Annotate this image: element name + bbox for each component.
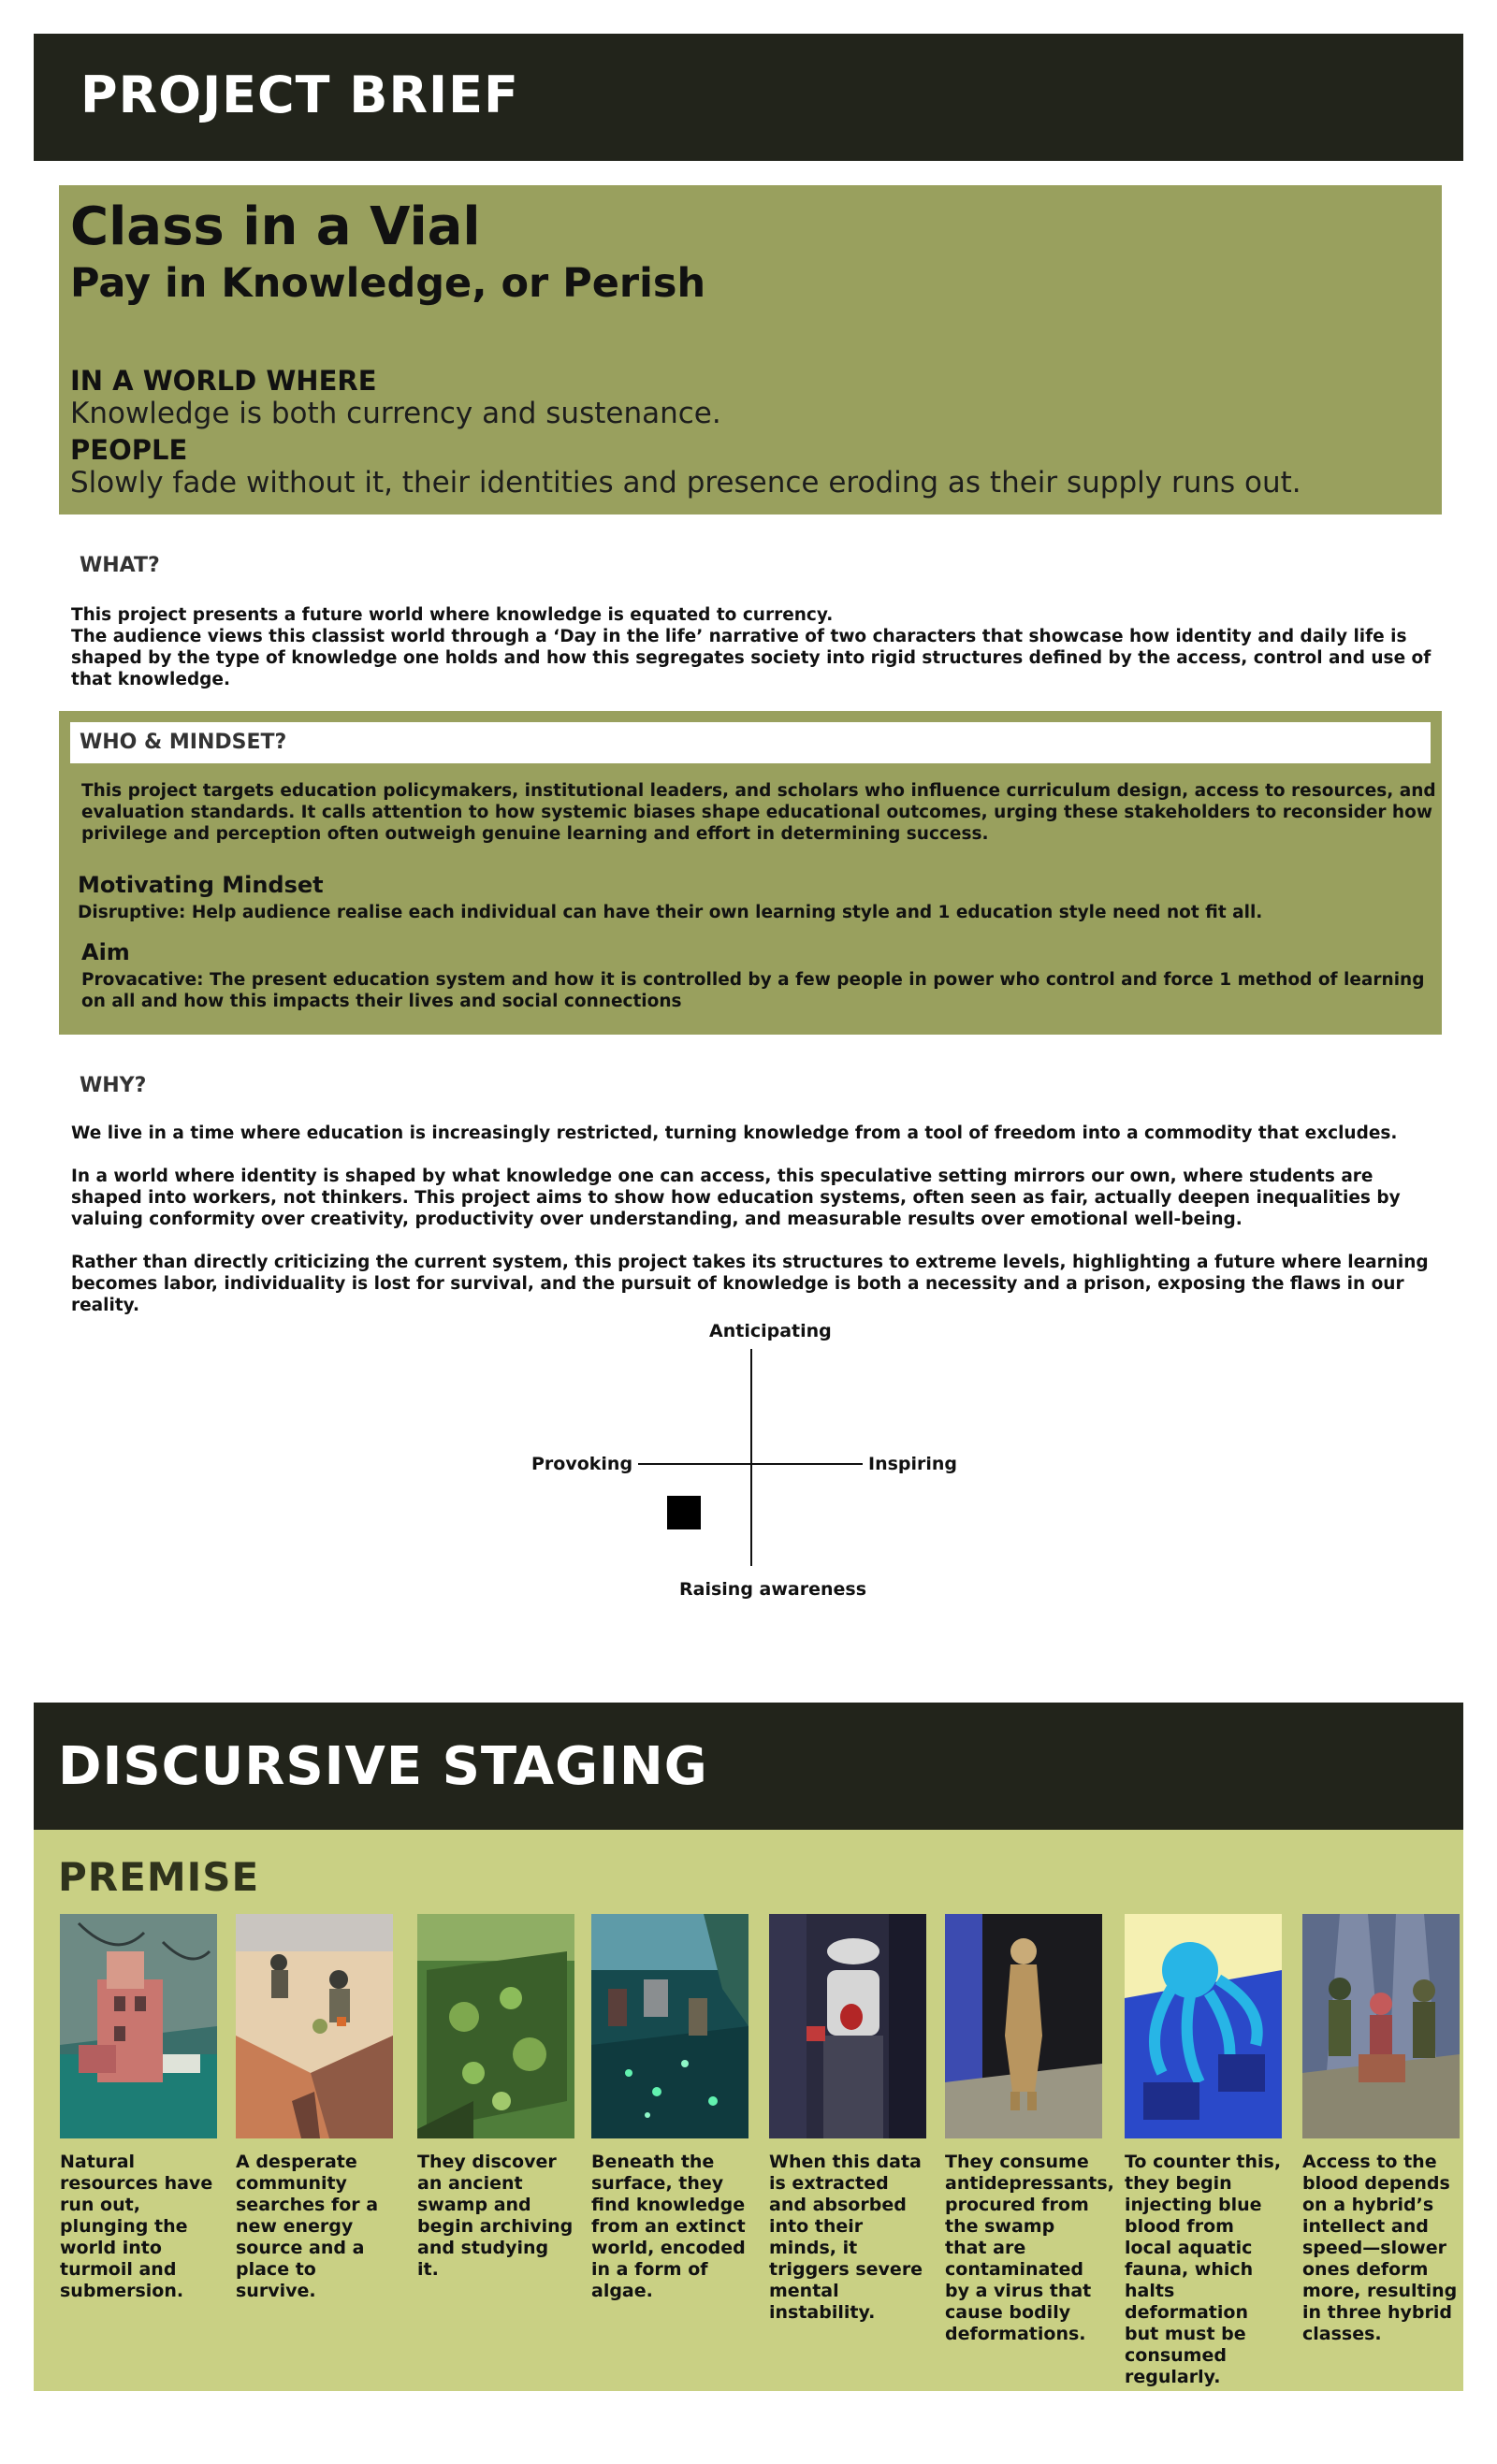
flooded-tower-illustration xyxy=(60,1914,217,2138)
premise-caption: Natural resources have run out, plunging the world into turmoil and submersion. xyxy=(60,2152,213,2301)
why-paragraph-1: We live in a time where education is increasingly restricted, turning knowledge from a tool of freedom into a commodity that excludes. xyxy=(71,1123,1398,1143)
premise-card xyxy=(945,1914,1114,2345)
green-swamp-illustration xyxy=(417,1914,574,2138)
who-mindset-block xyxy=(59,711,1442,1035)
who-text: This project targets education policymakers, institutional leaders, and scholars who influence curriculum design, access to resources, and evaluation standards. It calls attention to how systemic biases shape educational outcomes, urging these stakeholders to reconsider how privilege and perception often outweigh genuine learning and effort in determining success. xyxy=(81,781,1436,844)
project-title: Class in a Vial xyxy=(70,196,481,257)
why-paragraph-3: Rather than directly criticizing the current system, this project takes its structures to extreme levels, highlighting a future where learning becomes labor, individuality is lost for survival, and the pursuit of knowledge is both a necessity and a prison, exposing the flaws in our reality. xyxy=(71,1253,1429,1315)
premise-card xyxy=(591,1914,748,2302)
premise-card xyxy=(236,1914,393,2302)
premise-caption: They consume antidepressants, procured from the swamp that are contaminated by a virus that cause bodily deformations. xyxy=(945,2152,1114,2344)
premise-card xyxy=(1302,1914,1460,2345)
aim-heading: Aim xyxy=(81,939,130,965)
people-text: Slowly fade without it, their identities and presence eroding as their supply runs out. xyxy=(70,466,1301,500)
premise-caption: When this data is extracted and absorbed into their minds, it triggers severe mental instability. xyxy=(769,2152,923,2323)
why-heading: WHY? xyxy=(80,1074,147,1097)
who-heading: WHO & MINDSET? xyxy=(80,731,287,754)
mindset-text: Disruptive: Help audience realise each individual can have their own learning style and 1 education style need not fit all. xyxy=(78,903,1263,922)
world-text: Knowledge is both currency and sustenance. xyxy=(70,397,721,430)
screaming-figure-illustration xyxy=(769,1914,926,2138)
vertical-axis xyxy=(750,1349,752,1566)
discursive-staging-banner xyxy=(34,1703,1463,1830)
premise-caption: To counter this, they begin injecting blue blood from local aquatic fauna, which halts deformation but must be consumed regularly. xyxy=(1125,2152,1282,2387)
premise-caption: Beneath the surface, they find knowledge from an extinct world, encoded in a form of algae. xyxy=(591,2152,746,2301)
why-paragraph-2: In a world where identity is shaped by what knowledge one can access, this speculative setting mirrors our own, where students are shaped into workers, not thinkers. This project aims to show how education systems, often seen as fair, actually deepen inequalities by valuing conformity over creativity, productivity over understanding, and measurable results over emotional well-being. xyxy=(71,1167,1401,1229)
premise-card xyxy=(769,1914,926,2324)
glowing-algae-illustration xyxy=(591,1914,748,2138)
aim-text: Provacative: The present education system and how it is controlled by a few people in power who control and force 1 method of learning on all and how this impacts their lives and social connections xyxy=(81,970,1425,1011)
premise-caption: A desperate community searches for a new energy source and a place to survive. xyxy=(236,2152,379,2301)
blue-octopus-illustration xyxy=(1125,1914,1282,2138)
axis-label-right: Inspiring xyxy=(868,1454,958,1474)
what-line-2: The audience views this classist world through a ‘Day in the life’ narrative of two characters that showcase how identity and daily life is shaped by the type of knowledge one holds and how this segregates society into rigid structures defined by the access, control and use of that knowledge. xyxy=(71,627,1432,689)
desert-cliff-figures-illustration xyxy=(236,1914,393,2138)
premise-caption: They discover an ancient swamp and begin archiving and studying it. xyxy=(417,2152,574,2280)
premise-card xyxy=(1125,1914,1282,2388)
intent-spectrum-diagram xyxy=(505,1319,992,1609)
who-heading-bar xyxy=(70,722,1431,763)
axis-label-top: Anticipating xyxy=(709,1321,832,1341)
deformed-figure-illustration xyxy=(945,1914,1102,2138)
project-subtitle: Pay in Knowledge, or Perish xyxy=(70,260,706,307)
position-marker xyxy=(667,1496,701,1529)
title-block xyxy=(59,185,1442,515)
premise-title: PREMISE xyxy=(58,1854,260,1900)
world-heading: IN A WORLD WHERE xyxy=(70,365,377,397)
axis-label-bottom: Raising awareness xyxy=(679,1579,867,1600)
horizontal-axis xyxy=(638,1463,863,1465)
premise-caption: Access to the blood depends on a hybrid’s intellect and speed—slower ones deform more, resulting in three hybrid classes. xyxy=(1302,2152,1458,2344)
staging-title: DISCURSIVE STAGING xyxy=(58,1736,708,1797)
what-line-1: This project presents a future world where knowledge is equated to currency. xyxy=(71,605,834,625)
project-brief-banner xyxy=(34,34,1463,161)
mindset-heading: Motivating Mindset xyxy=(78,872,324,898)
what-heading: WHAT? xyxy=(80,554,160,577)
premise-card xyxy=(417,1914,574,2281)
hybrid-classes-illustration xyxy=(1302,1914,1460,2138)
premise-block xyxy=(34,1830,1463,2391)
what-paragraph xyxy=(71,604,1437,690)
premise-card xyxy=(60,1914,217,2302)
people-heading: PEOPLE xyxy=(70,434,188,466)
banner-title: PROJECT BRIEF xyxy=(80,65,519,124)
axis-label-left: Provoking xyxy=(531,1454,633,1474)
